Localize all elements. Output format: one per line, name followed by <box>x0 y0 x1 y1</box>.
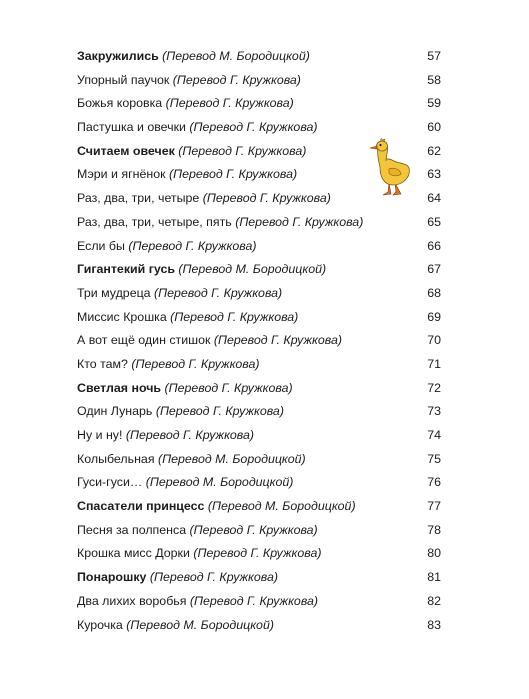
toc-entry-page-number: 69 <box>427 309 441 324</box>
toc-entry-page-number: 63 <box>427 167 441 182</box>
toc-entry-translator: (Перевод Г. Кружкова) <box>131 356 260 371</box>
toc-entry-translator: (Перевод Г. Кружкова) <box>189 593 319 608</box>
toc-entry-page-number: 75 <box>427 451 441 466</box>
toc-entry-title: Курочка <box>77 617 123 632</box>
toc-entry-title: А вот ещё один стишок <box>77 333 211 348</box>
toc-entry <box>77 542 441 566</box>
toc-entry-title: Божья коровка <box>77 96 163 111</box>
toc-entry-page-number: 62 <box>427 143 441 158</box>
toc-entry-translator: (Перевод Г. Кружкова) <box>202 191 331 206</box>
toc-entry-title: Мэри и ягнёнок <box>77 167 166 182</box>
toc-entry <box>77 282 441 306</box>
toc-entry-page-number: 71 <box>427 356 441 371</box>
toc-entry-title: Раз, два, три, четыре, пять <box>77 214 232 229</box>
toc-entry-title: Кто там? <box>77 356 128 371</box>
toc-entry-translator: (Перевод Г. Кружкова) <box>189 522 318 537</box>
toc-entry <box>77 590 441 614</box>
toc-entry-page-number: 60 <box>427 120 441 135</box>
toc-entry <box>77 519 441 543</box>
toc-entry-translator: (Перевод М. Бородицкой) <box>145 475 294 490</box>
toc-entry-page-number: 59 <box>427 96 441 111</box>
toc-entry-page-number: 73 <box>427 404 441 419</box>
toc-entry <box>77 235 441 259</box>
toc-entry <box>77 377 441 401</box>
toc-entry-translator: (Перевод Г. Кружкова) <box>172 72 301 87</box>
toc-entry-translator: (Перевод Г. Кружкова) <box>165 96 294 111</box>
toc-entry-title: Пастушка и овечки <box>77 120 186 135</box>
toc-entry-translator: (Перевод Г. Кружкова) <box>154 285 283 300</box>
toc-entry-translator: (Перевод М. Бородицкой) <box>178 262 327 277</box>
toc-entry-page-number: 70 <box>427 333 441 348</box>
toc-entry-title: Гигантекий гусь <box>77 262 175 277</box>
toc-entry-title: Колыбельная <box>77 451 155 466</box>
toc-entry <box>77 448 441 472</box>
toc-entry <box>77 471 441 495</box>
toc-entry-page-number: 68 <box>427 285 441 300</box>
toc-entry-translator: (Перевод Г. Кружкова) <box>155 404 284 419</box>
toc-entry <box>77 211 441 235</box>
toc-entry <box>77 329 441 353</box>
toc-entry-translator: (Перевод Г. Кружкова) <box>178 143 307 158</box>
toc-entry-page-number: 76 <box>427 475 441 490</box>
toc-entry-page-number: 83 <box>427 617 441 632</box>
toc-entry-title: Закружились <box>77 49 159 63</box>
toc-entry-title: Считаем овечек <box>77 143 175 158</box>
toc-entry <box>77 495 441 519</box>
toc-entry-page-number: 77 <box>427 499 441 514</box>
toc-entry-title: Если бы <box>77 238 125 253</box>
toc-entry-title: Раз, два, три, четыре <box>77 191 200 206</box>
toc-entry-title: Упорный паучок <box>77 72 170 87</box>
toc-entry <box>77 69 441 93</box>
toc-entry-page-number: 66 <box>427 238 441 253</box>
toc-entry-page-number: 74 <box>427 428 441 442</box>
toc-entry-translator: (Перевод Г. Кружкова) <box>149 570 279 585</box>
toc-entry-page-number: 57 <box>427 49 441 63</box>
toc-entry-title: Светлая ночь <box>77 380 162 395</box>
toc-entry <box>77 353 441 377</box>
toc-entry-title: Спасатели принцесс <box>77 499 205 514</box>
toc-entry-translator: (Перевод М. Бородицкой) <box>126 617 274 632</box>
toc-entry-page-number: 81 <box>427 570 441 585</box>
toc-entry-translator: (Перевод Г. Кружкова) <box>193 546 322 561</box>
toc-entry-title: Ну и ну! <box>77 428 123 442</box>
toc-entry-translator: (Перевод М. Бородицкой) <box>162 49 310 63</box>
toc-entry-translator: (Перевод Г. Кружкова) <box>125 428 255 442</box>
toc-entry <box>77 306 441 330</box>
toc-entry <box>77 424 441 448</box>
toc-entry-translator: (Перевод Г. Кружкова) <box>235 214 364 229</box>
toc-entry <box>77 614 441 638</box>
toc-entry-title: Крошка мисс Дорки <box>77 546 190 561</box>
toc-entry-translator: (Перевод Г. Кружкова) <box>128 238 257 253</box>
toc-entry <box>77 92 441 116</box>
toc-entry-translator: (Перевод М. Бородицкой) <box>158 451 306 466</box>
toc-entry-page-number: 58 <box>427 72 441 87</box>
toc-entry-page-number: 67 <box>427 262 441 277</box>
toc-entry-translator: (Перевод М. Бородицкой) <box>207 499 356 514</box>
toc-entry-title: Три мудреца <box>77 285 151 300</box>
toc-entry-title: Песня за полпенса <box>77 522 187 537</box>
toc-entry-page-number: 80 <box>427 546 441 561</box>
toc-entry-title: Понарошку <box>77 570 147 585</box>
toc-entry-title: Два лихих воробья <box>77 593 187 608</box>
toc-entry-page-number: 72 <box>427 380 441 395</box>
toc-entry-title: Один Лунарь <box>77 404 153 419</box>
table-of-contents <box>77 45 441 637</box>
toc-entry-title: Миссис Крошка <box>77 309 167 324</box>
toc-entry-page-number: 78 <box>427 522 441 537</box>
toc-entry-translator: (Перевод Г. Кружкова) <box>213 333 342 348</box>
toc-entry-translator: (Перевод Г. Кружкова) <box>168 167 298 182</box>
toc-entry-translator: (Перевод Г. Кружкова) <box>164 380 293 395</box>
toc-entry-page-number: 65 <box>427 214 441 229</box>
toc-entry-page-number: 64 <box>427 191 441 206</box>
toc-entry <box>77 400 441 424</box>
toc-entry <box>77 258 441 282</box>
toc-entry-translator: (Перевод Г. Кружкова) <box>170 309 299 324</box>
duckling-illustration-icon <box>367 137 413 197</box>
toc-entry-page-number: 82 <box>427 593 441 608</box>
toc-entry <box>77 566 441 590</box>
toc-entry <box>77 45 441 69</box>
toc-entry-title: Гуси-гуси… <box>77 475 143 490</box>
toc-entry-translator: (Перевод Г. Кружкова) <box>189 120 318 135</box>
